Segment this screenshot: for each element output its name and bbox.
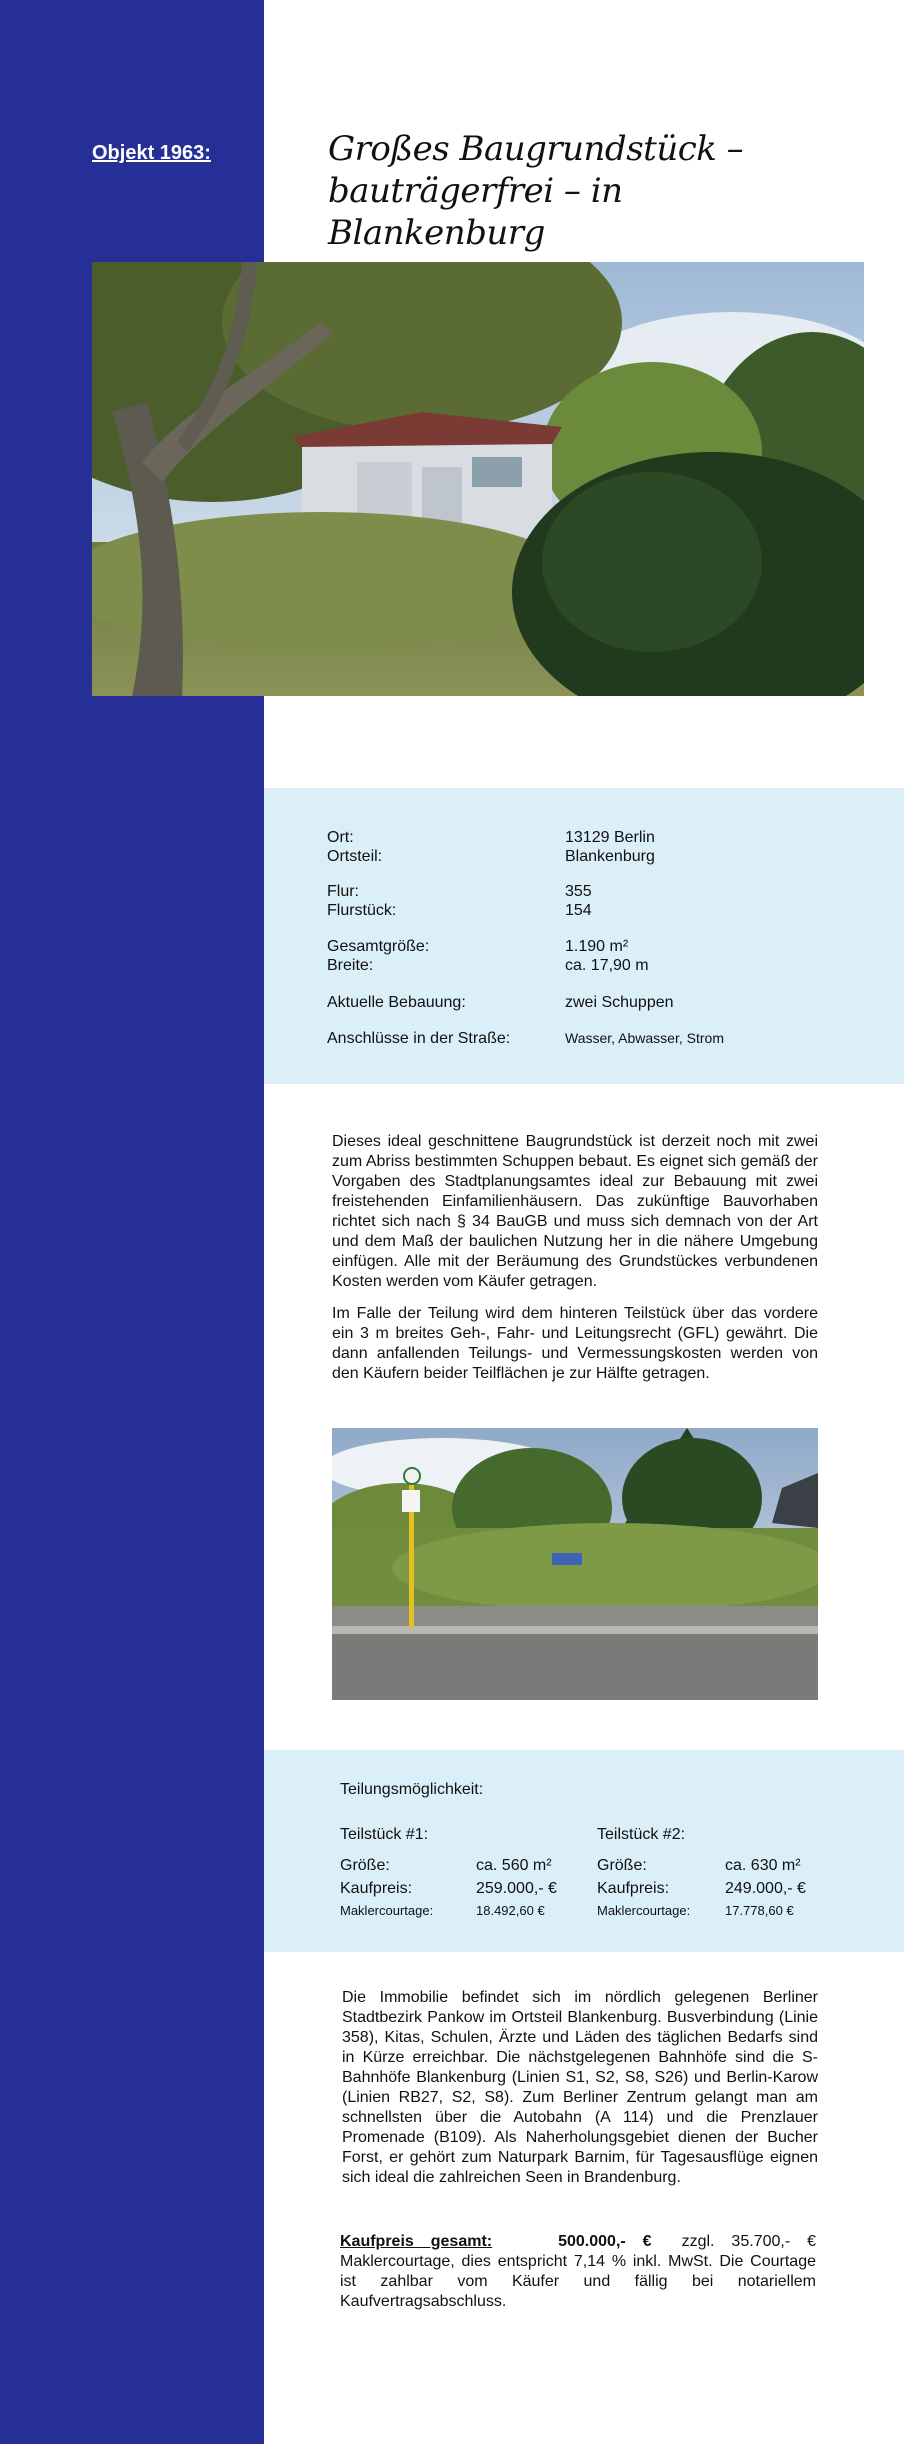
division-heading: Teilungsmöglichkeit:: [340, 1781, 484, 1798]
part2-fee-value: 17.778,60 €: [725, 1903, 794, 1918]
part1-price-label: Kaufpreis:: [340, 1880, 413, 1897]
total-price-value: 500.000,- €: [558, 2233, 652, 2250]
description-paragraph-1: Dieses ideal geschnittene Baugrundstück ist derzeit noch mit zwei zum Abriss bestimmten Schuppen bebaut. Es eignet sich gemäß der Vorgaben des Stadtplanungsamtes ideal zur Bebauung mit zwei freistehenden Einfamilienhäusern. Das zukünftige Bauvorhaben richtet sich nach § 34 BauGB und muss sich demnach von der Art und dem Maß der baulichen Nutzung her in die nähere Umgebung einfügen. Alle mit der Beräumung des Grundstückes verbundenen Kosten werden vom Käufer getragen.: [332, 1133, 818, 1290]
street-photo-illustration: [332, 1428, 818, 1700]
flurstueck-value: 154: [565, 902, 592, 919]
flur-value: 355: [565, 883, 592, 900]
garden-photo-illustration: [92, 262, 864, 696]
part2-size-value: ca. 630 m²: [725, 1857, 801, 1874]
width-label: Breite:: [327, 957, 374, 974]
street-photo: [332, 1428, 818, 1700]
location-paragraph: Die Immobilie befindet sich im nördlich gelegenen Berliner Stadtbezirk Pankow im Ortsteil Blankenburg. Busverbindung (Linie 358), Kitas, Schulen, Ärzte und Läden des täglichen Bedarfs sind in Kürze erreichbar. Die nächstgelegenen Bahnhöfe sind die S-Bahnhöfe Blankenburg (Linien S1, S2, S8, S26) und Berlin-Karow (Linien RB27, S2, S8). Zum Berliner Zentrum gelangt man am schnellsten über die Autobahn (A 114) und die Prenzlauer Promenade (B109). Als Naherholungsgebiet dienen der Bucher Forst, er gehört zum Naturpark Barnim, für Tagesausflüge eignen sich ideal die zahlreichen Seen in Brandenburg.: [342, 1989, 818, 2186]
description-paragraph-2: Im Falle der Teilung wird dem hinteren Teilstück über das vordere ein 3 m breites Geh-, Fahr- und Leitungsrecht (GFL) gewährt. Die dann anfallenden Teilungs- und Vermessungskosten werden von den Käufern beider Teilflächen je zur Hälfte getragen.: [332, 1305, 818, 1382]
page-title: Großes Baugrundstück – bauträgerfrei – in Blankenburg: [328, 129, 744, 253]
connections-label: Anschlüsse in der Straße:: [327, 1030, 511, 1047]
part1-fee-value: 18.492,60 €: [476, 1903, 545, 1918]
total-price-terms: zzgl. 35.700,- € Maklercourtage, dies entspricht 7,14 % inkl. MwSt. Die Courtage ist zahlbar vom Käufer und fällig bei notariellem Kaufvertragsabschluss.: [340, 2233, 816, 2310]
part1-title: Teilstück #1:: [340, 1826, 429, 1843]
total-price-paragraph: [340, 2232, 816, 2312]
part2-price-label: Kaufpreis:: [597, 1880, 670, 1897]
part2-size-label: Größe:: [597, 1857, 647, 1874]
ort-label: Ort:: [327, 829, 354, 846]
flurstueck-label: Flurstück:: [327, 902, 397, 919]
part1-price-value: 259.000,- €: [476, 1880, 557, 1897]
part2-title: Teilstück #2:: [597, 1826, 686, 1843]
width-value: ca. 17,90 m: [565, 957, 649, 974]
main-property-photo: [92, 262, 864, 696]
total-price-label: Kaufpreis gesamt:: [340, 2233, 493, 2250]
part2-price-value: 249.000,- €: [725, 1880, 806, 1897]
current-buildings-label: Aktuelle Bebauung:: [327, 994, 466, 1011]
part1-size-label: Größe:: [340, 1857, 390, 1874]
current-buildings-value: zwei Schuppen: [565, 994, 674, 1011]
connections-value: Wasser, Abwasser, Strom: [565, 1030, 724, 1046]
flur-label: Flur:: [327, 883, 359, 900]
part1-fee-label: Maklercourtage:: [340, 1903, 434, 1918]
part2-fee-label: Maklercourtage:: [597, 1903, 691, 1918]
ortsteil-value: Blankenburg: [565, 848, 655, 865]
ortsteil-label: Ortsteil:: [327, 848, 383, 865]
total-size-value: 1.190 m²: [565, 938, 629, 955]
total-size-label: Gesamtgröße:: [327, 938, 430, 955]
object-number-label: Objekt 1963:: [92, 142, 211, 164]
part1-size-value: ca. 560 m²: [476, 1857, 552, 1874]
ort-value: 13129 Berlin: [565, 829, 655, 846]
